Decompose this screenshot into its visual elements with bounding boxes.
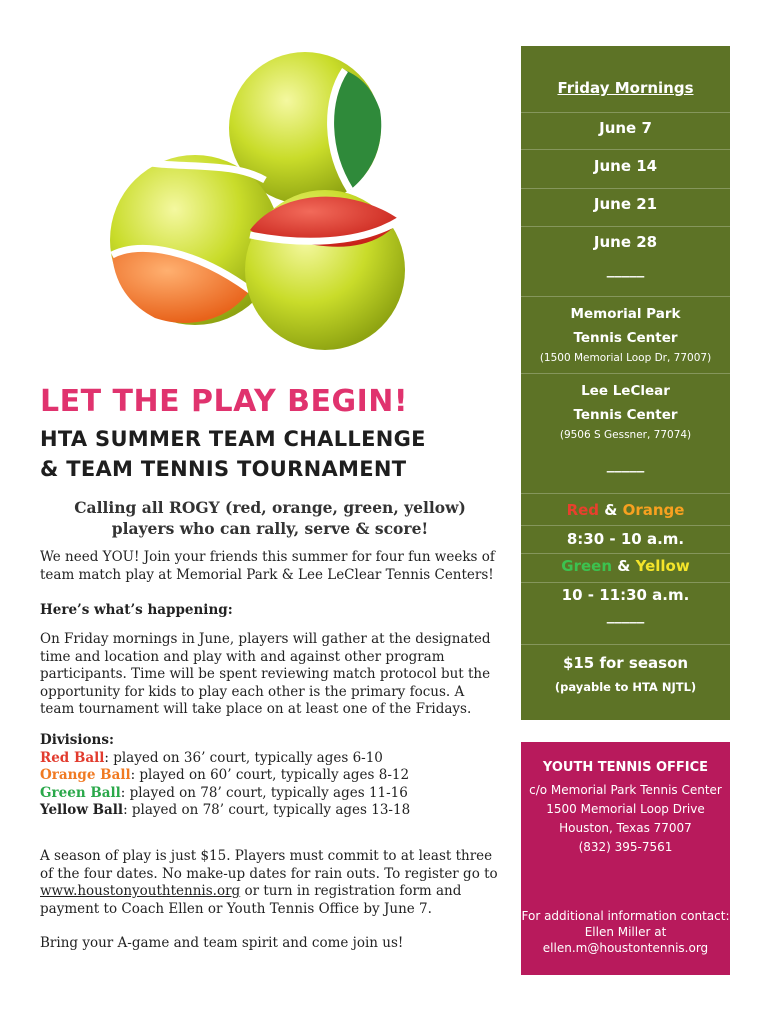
payable-note: (payable to HTA NJTL)	[554, 680, 697, 694]
divider	[521, 582, 730, 583]
dash-separator: _____	[606, 606, 645, 624]
contact-line: For additional information contact:	[521, 909, 730, 923]
divisions-list	[40, 732, 500, 820]
group-label	[521, 557, 730, 575]
division-name: Yellow Ball	[40, 802, 124, 818]
division-item	[40, 750, 500, 768]
location-name: Tennis Center	[573, 407, 678, 423]
intro-line-2: players who can rally, serve & score!	[111, 519, 429, 538]
location-name: Tennis Center	[573, 330, 678, 346]
registration-text: A season of play is just $15. Players must commit to at least three of the four dates. No make-up dates for rain outs. To register go to	[40, 848, 498, 882]
office-line: Houston, Texas 77007	[559, 821, 692, 835]
group-amp: &	[612, 557, 636, 575]
location-name: Memorial Park	[570, 306, 681, 322]
registration-text-after: or turn in registration form and payment to Coach Ellen or Youth Tennis Office by June 7.	[40, 883, 462, 917]
divider	[521, 188, 730, 189]
subheading	[40, 424, 426, 484]
section-heading: Here’s what’s happening:	[40, 602, 233, 618]
location-name: Lee LeClear	[581, 383, 670, 399]
contact-email[interactable]: ellen.m@houstontennis.org	[542, 941, 709, 955]
divider	[521, 149, 730, 150]
contact-line: Ellen Miller at	[584, 925, 667, 939]
division-name: Green Ball	[40, 784, 121, 801]
division-desc: : played on 78’ court, typically ages 13-18	[123, 802, 411, 818]
division-desc: : played on 78’ court, typically ages 11-16	[120, 784, 408, 801]
dash-separator: _____	[606, 260, 645, 278]
office-line: 1500 Memorial Loop Drive	[546, 802, 705, 816]
group-time: 10 - 11:30 a.m.	[561, 586, 690, 604]
dash-separator: _____	[606, 455, 645, 473]
intro-callout	[40, 497, 500, 539]
office-line: c/o Memorial Park Tennis Center	[529, 783, 722, 797]
headline: LET THE PLAY BEGIN!	[40, 384, 409, 419]
division-name: Red Ball	[40, 749, 105, 766]
group-color-red: Red	[566, 501, 600, 519]
schedule-date: June 14	[593, 157, 658, 175]
subheading-line-1: HTA SUMMER TEAM CHALLENGE	[40, 427, 426, 451]
divider	[521, 112, 730, 113]
divisions-title: Divisions:	[40, 732, 114, 748]
division-item	[40, 785, 500, 803]
schedule-date: June 21	[593, 195, 658, 213]
group-time: 8:30 - 10 a.m.	[566, 530, 685, 548]
schedule-date: June 7	[599, 119, 652, 137]
group-color-orange: Orange	[622, 501, 685, 519]
intro-paragraph: We need YOU! Join your friends this summer for four fun weeks of team match play at Memorial Park & Lee LeClear Tennis Centers!	[40, 549, 495, 583]
division-desc: : played on 60’ court, typically ages 8-12	[130, 767, 410, 783]
divider	[521, 296, 730, 297]
registration-paragraph	[40, 848, 500, 918]
office-phone: (832) 395-7561	[578, 840, 673, 854]
location-address: (1500 Memorial Loop Dr, 77007)	[539, 352, 712, 364]
divider	[521, 226, 730, 227]
divider	[521, 525, 730, 526]
division-desc: : played on 36’ court, typically ages 6-10	[104, 749, 383, 766]
division-name: Orange Ball	[40, 767, 131, 783]
closing-line: Bring your A-game and team spirit and come join us!	[40, 935, 404, 951]
registration-link[interactable]: www.houstonyouthtennis.org	[40, 883, 241, 899]
red-ball-icon	[245, 190, 405, 350]
group-label	[521, 501, 730, 519]
divider	[521, 644, 730, 645]
schedule-date: June 28	[593, 233, 658, 251]
office-box	[521, 742, 730, 975]
schedule-sidebar	[521, 46, 730, 720]
description-paragraph: On Friday mornings in June, players will gather at the designated time and location and play with and against other program participants. Time will be spent reviewing match protocol but the opportunity for kids to play each other is the primary focus. A team tournament will take place on at least one of the Fridays.	[40, 631, 491, 717]
divider	[521, 553, 730, 554]
tennis-balls-illustration	[100, 40, 420, 360]
divider	[521, 373, 730, 374]
office-heading: YOUTH TENNIS OFFICE	[542, 760, 709, 775]
division-item	[40, 802, 500, 820]
subheading-line-2: & TEAM TENNIS TOURNAMENT	[40, 457, 407, 481]
group-amp: &	[599, 501, 623, 519]
location-address: (9506 S Gessner, 77074)	[559, 429, 692, 441]
division-item	[40, 767, 500, 785]
price: $15 for season	[562, 654, 689, 672]
group-color-yellow: Yellow	[635, 557, 690, 575]
group-color-green: Green	[561, 557, 613, 575]
schedule-heading: Friday Mornings	[557, 79, 694, 97]
divider	[521, 493, 730, 494]
intro-line-1: Calling all ROGY (red, orange, green, yellow)	[74, 498, 466, 517]
